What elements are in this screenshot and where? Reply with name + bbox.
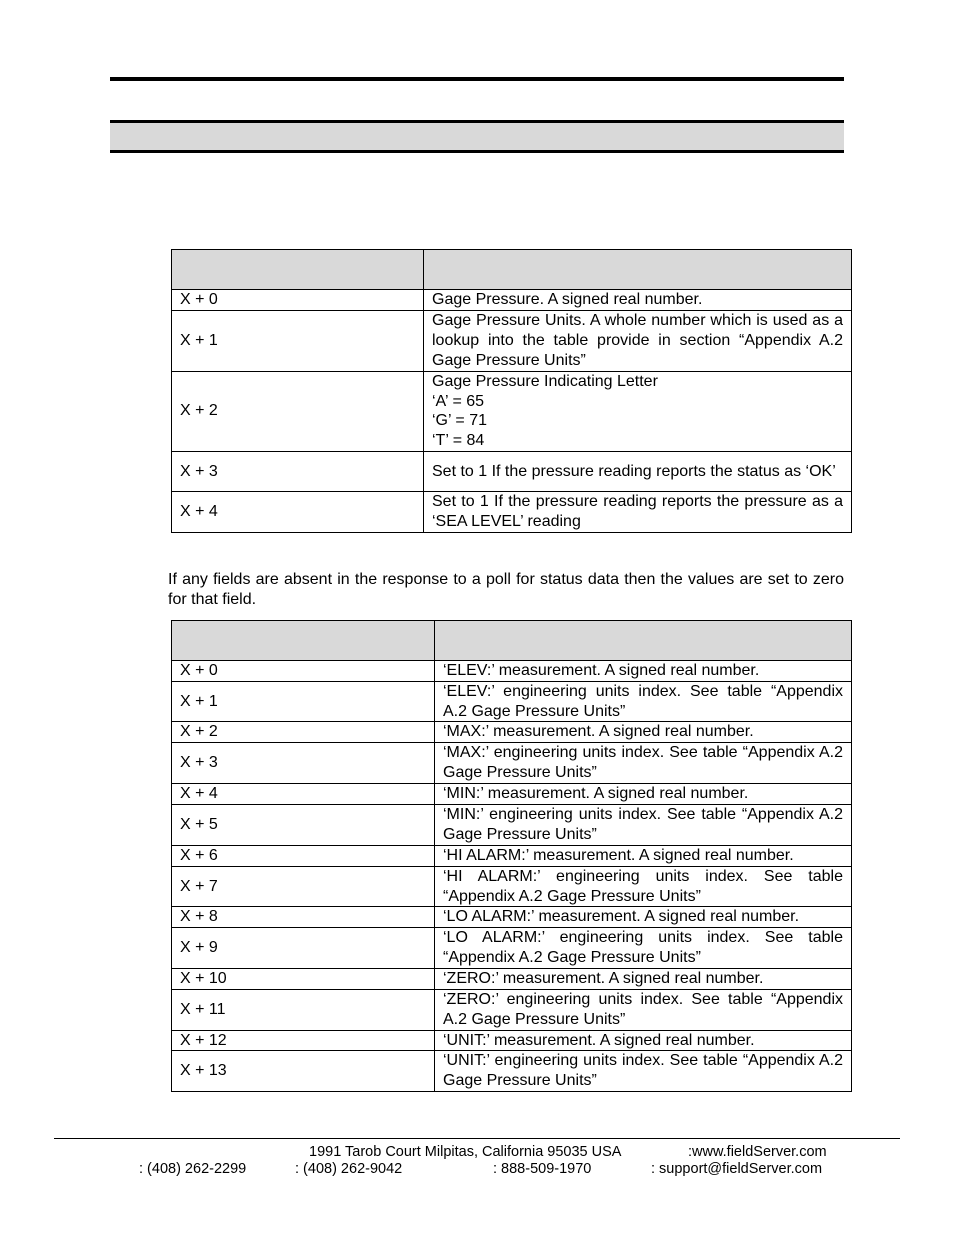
column-header-description	[424, 250, 852, 290]
register-description-cell	[424, 290, 852, 311]
register-offset-cell: X + 13	[172, 1051, 435, 1092]
description-line: ‘MAX:’ measurement. A signed real number.	[443, 723, 754, 741]
register-description-cell	[424, 451, 852, 491]
register-offset-cell: X + 0	[172, 290, 424, 311]
footer-fax: : (408) 262-9042	[295, 1161, 403, 1177]
register-description-cell	[435, 743, 852, 784]
register-offset-cell: X + 10	[172, 969, 435, 990]
description-line: ‘UNIT:’ measurement. A signed real number.	[443, 1031, 755, 1049]
register-offset-cell: X + 6	[172, 845, 435, 866]
register-description-cell	[435, 722, 852, 743]
gage-pressure-register-table	[171, 249, 852, 533]
register-offset-cell: X + 0	[172, 661, 435, 682]
description-line: ‘MAX:’ engineering units index. See table “Appendix A.2 Gage Pressure Units”	[443, 744, 843, 782]
column-header-offset	[172, 621, 435, 661]
header-rule	[110, 77, 844, 81]
column-header-description	[435, 621, 852, 661]
footer-telephone: : (408) 262-2299	[139, 1161, 247, 1177]
description-line: ‘MIN:’ engineering units index. See table “Appendix A.2 Gage Pressure Units”	[443, 806, 843, 843]
table-row	[172, 928, 852, 969]
register-offset-cell: X + 2	[172, 722, 435, 743]
table-row	[172, 1051, 852, 1092]
register-description-cell	[435, 661, 852, 682]
register-offset-cell: X + 1	[172, 310, 424, 371]
description-line: ‘A’ = 65	[432, 392, 485, 410]
register-description-cell	[435, 866, 852, 907]
table-row	[172, 784, 852, 805]
description-line: Gage Pressure. A signed real number.	[432, 291, 703, 308]
section-heading-bar	[110, 120, 844, 153]
register-offset-cell: X + 9	[172, 928, 435, 969]
description-line: ‘HI ALARM:’ engineering units index. See table “Appendix A.2 Gage Pressure Units”	[443, 867, 843, 905]
description-line: Set to 1 If the pressure reading reports the status as ‘OK’	[432, 462, 836, 480]
table-header-row	[172, 250, 852, 290]
table-row	[172, 866, 852, 907]
footer-address: 1991 Tarob Court Milpitas, California 95035 USA	[309, 1144, 622, 1160]
register-description-cell	[424, 310, 852, 371]
table-row	[172, 310, 852, 371]
description-line: ‘ZERO:’ engineering units index. See table “Appendix A.2 Gage Pressure Units”	[443, 990, 843, 1028]
register-offset-cell: X + 2	[172, 371, 424, 451]
register-description-cell	[435, 928, 852, 969]
description-line: ‘LO ALARM:’ measurement. A signed real number.	[443, 908, 800, 926]
register-offset-cell: X + 8	[172, 907, 435, 928]
register-offset-cell: X + 11	[172, 989, 435, 1030]
table-row	[172, 491, 852, 532]
register-offset-cell: X + 4	[172, 784, 435, 805]
table-row	[172, 371, 852, 451]
table-row	[172, 989, 852, 1030]
status-data-register-table	[171, 620, 852, 1092]
register-description-cell	[435, 989, 852, 1030]
register-offset-cell: X + 5	[172, 804, 435, 845]
register-offset-cell: X + 4	[172, 491, 424, 532]
column-header-offset	[172, 250, 424, 290]
register-description-cell	[435, 907, 852, 928]
register-description-cell	[435, 845, 852, 866]
description-line: Set to 1 If the pressure reading reports the pressure as a ‘SEA LEVEL’ reading	[432, 493, 843, 530]
description-line: ‘G’ = 71	[432, 412, 487, 430]
footer-website: :www.fieldServer.com	[688, 1144, 827, 1160]
table-row	[172, 845, 852, 866]
register-description-cell	[435, 969, 852, 990]
footer-email: : support@fieldServer.com	[651, 1161, 823, 1177]
table-row	[172, 290, 852, 311]
table-row	[172, 451, 852, 491]
description-line: ‘HI ALARM:’ measurement. A signed real number.	[443, 846, 794, 864]
table-row	[172, 907, 852, 928]
table-header-row	[172, 621, 852, 661]
register-description-cell	[424, 371, 852, 451]
table-row	[172, 969, 852, 990]
description-line: ‘ZERO:’ measurement. A signed real number.	[443, 970, 764, 988]
register-offset-cell: X + 12	[172, 1030, 435, 1051]
description-line: Gage Pressure Indicating Letter	[432, 372, 658, 390]
description-line: Gage Pressure Units. A whole number which is used as a lookup into the table provide in section “Appendix A.2 Gage Pressure Units”	[432, 312, 843, 369]
table-row	[172, 722, 852, 743]
table-row	[172, 743, 852, 784]
description-line: ‘UNIT:’ engineering units index. See table “Appendix A.2 Gage Pressure Units”	[443, 1052, 843, 1090]
register-description-cell	[435, 784, 852, 805]
table-row	[172, 1030, 852, 1051]
absent-fields-note: If any fields are absent in the response to a poll for status data then the values are set to zero for that field.	[168, 571, 844, 608]
register-description-cell	[435, 681, 852, 722]
footer-toll-free: : 888-509-1970	[493, 1161, 592, 1177]
register-description-cell	[435, 1030, 852, 1051]
description-line: ‘ELEV:’ measurement. A signed real number.	[443, 662, 760, 679]
table-row	[172, 661, 852, 682]
description-line: ‘ELEV:’ engineering units index. See table “Appendix A.2 Gage Pressure Units”	[443, 682, 843, 720]
register-offset-cell: X + 7	[172, 866, 435, 907]
table-row	[172, 681, 852, 722]
register-description-cell	[435, 804, 852, 845]
register-description-cell	[424, 491, 852, 532]
footer-rule	[54, 1138, 900, 1139]
description-line: ‘LO ALARM:’ engineering units index. See table “Appendix A.2 Gage Pressure Units”	[443, 929, 843, 967]
register-description-cell	[435, 1051, 852, 1092]
register-offset-cell: X + 3	[172, 743, 435, 784]
description-line: ‘MIN:’ measurement. A signed real number.	[443, 785, 749, 803]
register-offset-cell: X + 1	[172, 681, 435, 722]
description-line: ‘T’ = 84	[432, 432, 485, 450]
table-row	[172, 804, 852, 845]
register-offset-cell: X + 3	[172, 451, 424, 491]
